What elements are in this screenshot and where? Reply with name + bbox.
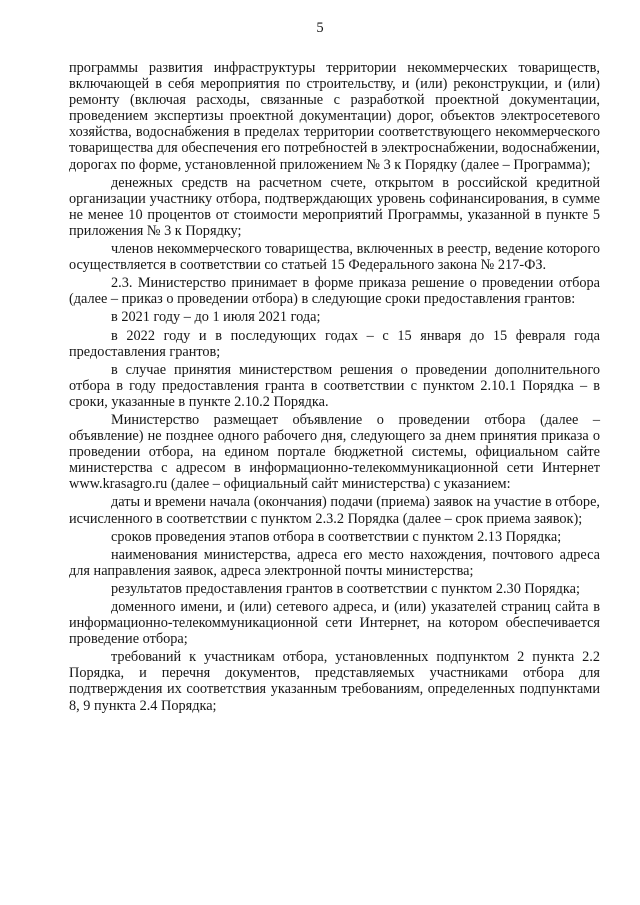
document-body (69, 60, 600, 714)
paragraph-additional-selection: в случае принятия министерством решения о проведении дополнительного отбора в году предоставления гранта в соответствии с пунктом 2.10.1 Порядка – в сроки, указанные в пункте 2.10.2 Порядка. (69, 361, 600, 410)
paragraph-2021: в 2021 году – до 1 июля 2021 года; (111, 309, 321, 326)
paragraph-2022: в 2022 году и в последующих годах – с 15 января до 15 февраля года предоставления грантов; (69, 327, 600, 360)
paragraph-domain: доменного имени, и (или) сетевого адреса, и (или) указателей страниц сайта в информационно-телекоммуникационной сети Интернет, на котором обеспечивается проведение отбора; (69, 599, 600, 648)
paragraph-ministry-name: наименования министерства, адреса его место нахождения, почтового адреса для направления заявок, адреса электронной почты министерства; (69, 546, 600, 579)
paragraph-results: результатов предоставления грантов в соответствии с пунктом 2.30 Порядка; (111, 580, 580, 597)
paragraph-dates: даты и времени начала (окончания) подачи (приема) заявок на участие в отборе, исчисленного в соответствии с пунктом 2.3.2 Порядка (далее – срок приема заявок); (69, 494, 600, 527)
paragraph-requirements: требований к участникам отбора, установленных подпунктом 2 пункта 2.2 Порядка, и перечня документов, представляемых участниками отбора для подтверждения их соответствия указанным требованиям, определенных подпунктами 8, 9 пункта 2.4 Порядка; (69, 649, 600, 714)
paragraph-members: членов некоммерческого товарищества, включенных в реестр, ведение которого осуществляется в соответствии со статьей 15 Федерального закона № 217-ФЗ. (69, 241, 600, 274)
paragraph-announcement: Министерство размещает объявление о проведении отбора (далее – объявление) не позднее одного рабочего дня, следующего за днем принятия приказа о проведении отбора, на едином портале бюджетной системы, официальном сайте министерства с адресом в информационно-телекоммуникационной сети Интернет www.krasagro.ru (далее – официальный сайт министерства) с указанием: (69, 411, 600, 493)
page-number: 5 (316, 20, 324, 36)
paragraph-program-continued: программы развития инфраструктуры территории некоммерческих товариществ, включающей в себя мероприятия по строительству, и (или) реконструкции, и (или) ремонту (включая расходы, связанные с разработкой проектной документации, проведением экспертизы проектной документации) дорог, объектов электросетевого хозяйства, водоснабжения в пределах территории соответствующего некоммерческого товарищества для обеспечения его потребностей в электроснабжении, водоснабжении, дорогах по форме, установленной приложением № 3 к Порядку (далее – Программа); (69, 60, 600, 173)
paragraph-stages: сроков проведения этапов отбора в соответствии с пунктом 2.13 Порядка; (111, 528, 562, 545)
paragraph-funds: денежных средств на расчетном счете, открытом в российской кредитной организации участнику отбора, подтверждающих уровень софинансирования, в сумме не менее 10 процентов от стоимости мероприятий Программы, указанной в пункте 5 приложения № 3 к Порядку; (69, 174, 600, 239)
paragraph-2-3: 2.3. Министерство принимает в форме приказа решение о проведении отбора (далее – приказ о проведении отбора) в следующие сроки предоставления грантов: (69, 275, 600, 308)
